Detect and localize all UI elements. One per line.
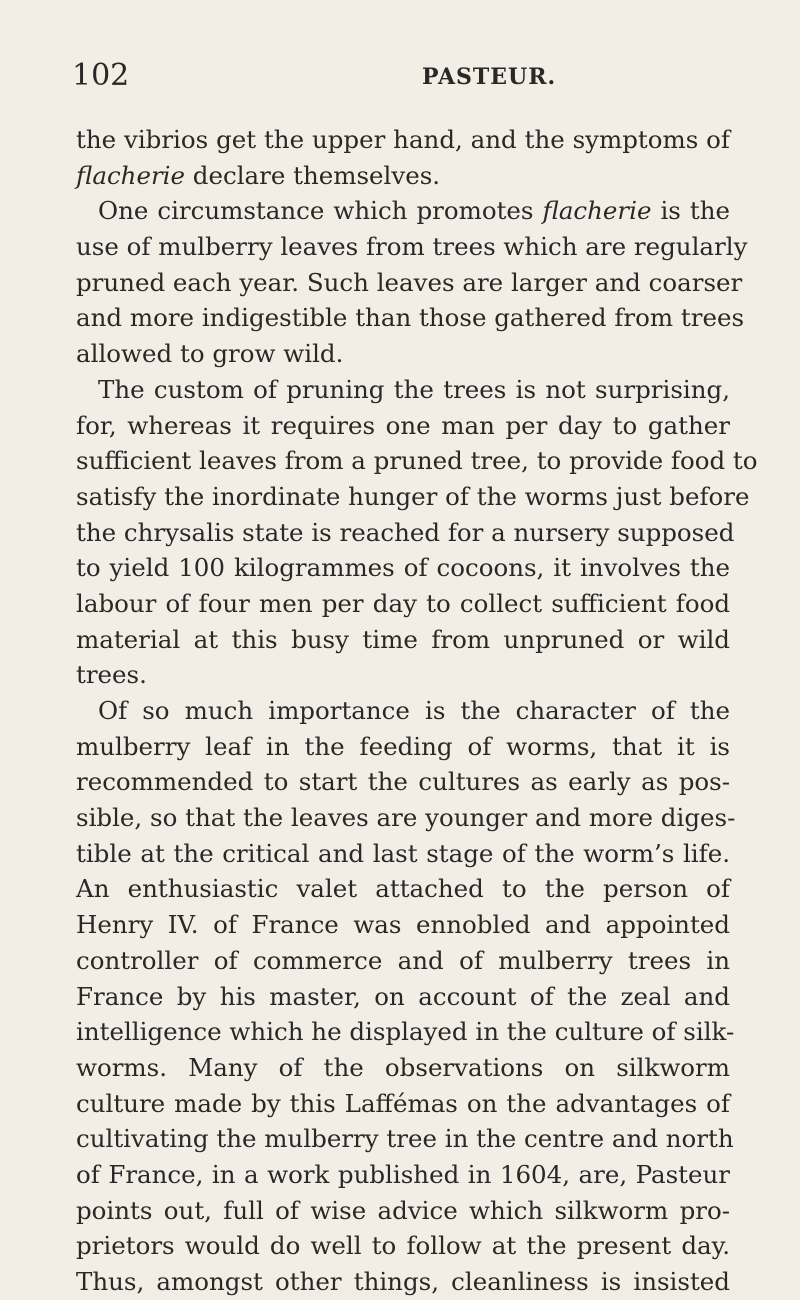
text-line: for, whereas it requires one man per day to gather xyxy=(76,410,730,440)
text-line: controller of commerce and of mulberry trees in xyxy=(76,945,730,975)
text-line: sufficient leaves from a pruned tree, to provide food to xyxy=(76,446,758,476)
text-line: labour of four men per day to collect sufficient food xyxy=(76,588,730,618)
text-line: allowed to grow wild. xyxy=(76,339,344,369)
text-line: the chrysalis state is reached for a nursery supposed xyxy=(76,517,735,547)
text-line: mulberry leaf in the feeding of worms, that it is xyxy=(76,731,730,761)
text-line: worms. Many of the observations on silkworm xyxy=(76,1052,730,1082)
text-line: material at this busy time from unpruned or wild xyxy=(76,624,730,654)
text-line: culture made by this Laffémas on the advantages of xyxy=(76,1088,730,1118)
text-line: flacherie declare themselves. xyxy=(76,160,441,190)
page-number: 102 xyxy=(72,58,130,93)
text-line: use of mulberry leaves from trees which are regularly xyxy=(76,232,748,262)
text-line: trees. xyxy=(76,660,147,690)
text-line: of France, in a work published in 1604, are, Pasteur xyxy=(76,1159,730,1189)
text-line: recommended to start the cultures as early as pos- xyxy=(76,767,730,797)
running-head: PASTEUR. xyxy=(422,64,557,90)
text-line: intelligence which he displayed in the culture of silk- xyxy=(76,1017,735,1047)
text-line: Henry IV. of France was ennobled and appointed xyxy=(76,910,730,940)
text-line: points out, full of wise advice which silkworm pro- xyxy=(76,1195,730,1225)
page-header xyxy=(72,58,732,98)
text-line: to yield 100 kilogrammes of cocoons, it involves the xyxy=(76,553,730,583)
text-line: cultivating the mulberry tree in the centre and north xyxy=(76,1124,734,1154)
text-line: One circumstance which promotes flacherie is the xyxy=(98,196,730,226)
text-line: satisfy the inordinate hunger of the worms just before xyxy=(76,481,750,511)
text-line: The custom of pruning the trees is not surprising, xyxy=(98,374,730,404)
text-line: Thus, amongst other things, cleanliness is insisted xyxy=(76,1267,730,1296)
text-line: prietors would do well to follow at the present day. xyxy=(76,1231,730,1261)
body-text xyxy=(76,122,758,1300)
text-line: tible at the critical and last stage of the worm’s life. xyxy=(76,838,730,868)
text-line: Of so much importance is the character of the xyxy=(98,696,730,725)
text-line: An enthusiastic valet attached to the person of xyxy=(76,874,730,904)
text-line: the vibrios get the upper hand, and the symptoms of xyxy=(76,125,730,154)
text-line: sible, so that the leaves are younger and more diges- xyxy=(76,803,736,833)
text-line: and more indigestible than those gathered from trees xyxy=(76,303,745,333)
text-line: France by his master, on account of the zeal and xyxy=(76,981,730,1011)
text-line: pruned each year. Such leaves are larger and coarser xyxy=(76,267,743,297)
